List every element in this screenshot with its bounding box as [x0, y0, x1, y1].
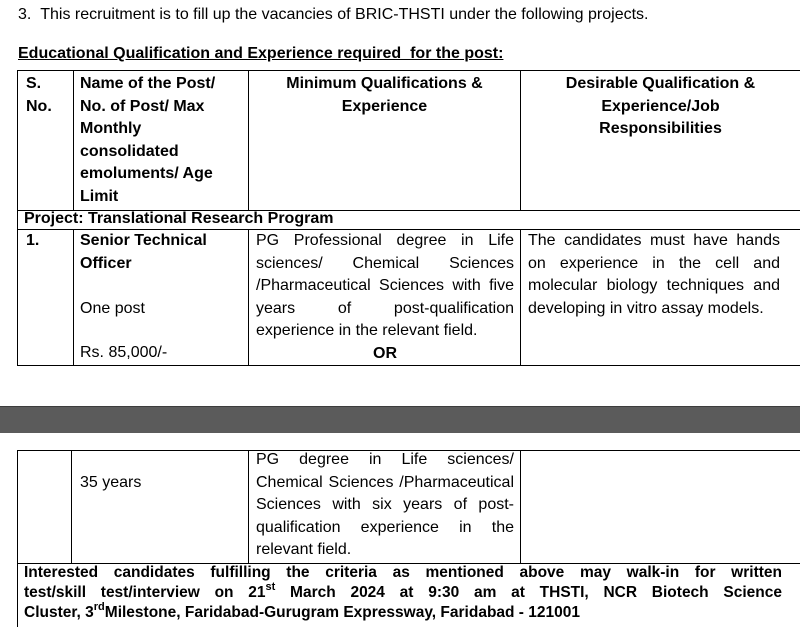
table-border-top [17, 70, 800, 71]
row-posts-count: One post [80, 300, 145, 317]
row-age-limit: 35 years [80, 474, 142, 491]
intro-text: This recruitment is to fill up the vacancies of BRIC-THSTI under the following projects. [40, 6, 649, 23]
cont-border-left [17, 450, 18, 627]
row-post [80, 230, 245, 275]
or-label: OR [373, 344, 397, 362]
walk-in-notice: Interested candidates fulfilling the criteria as mentioned above may walk-in for written test/skill test/interview on 21st March 2024 at 9:30 am at THSTI, NCR Biotech Science Cluster, 3rdMilestone, Faridabad-Gurugram Expressway, Faridabad - 121001 [24, 564, 782, 621]
table-border-left [17, 70, 18, 366]
col-divider-3b [520, 229, 521, 366]
cont-col-divider-1 [71, 450, 72, 564]
row-min-qualification-alt: PG degree in Life sciences/ Chemical Sciences /Pharmaceutical Sciences with six years of post- qualification experience in the relevant field. [256, 451, 514, 558]
col-divider-1 [73, 70, 74, 211]
header-desirable: Desirable Qualification & Experience/Job Responsibilities [565, 75, 756, 137]
project-title: Project: Translational Research Program [24, 210, 334, 227]
table-border-bottom [17, 365, 800, 366]
post-name-line-1: Senior Technical [80, 232, 207, 249]
intro-line [18, 4, 648, 27]
page-break-separator [0, 407, 800, 433]
row-desirable: The candidates must have hands on experience in the cell and molecular biology techniques and developing in vitro assay models. [528, 232, 780, 317]
header-sno: S. No. [26, 75, 52, 115]
intro-number: 3. [18, 6, 32, 23]
post-name-line-2: Officer [80, 254, 132, 272]
header-min-qualification: Minimum Qualifications & Experience [286, 75, 483, 115]
row-sno: 1. [26, 232, 40, 249]
row-salary: Rs. 85,000/- [80, 344, 168, 361]
cont-col-divider-2 [248, 450, 249, 564]
header-post: Name of the Post/ No. of Post/ Max Monthly consolidated emoluments/ Age Limit [80, 75, 216, 205]
section-heading: Educational Qualification and Experience required for the post: [18, 45, 504, 62]
row-min-qualification: PG Professional degree in Life sciences/ Chemical Sciences /Pharmaceutical Sciences with five years of post-qualification experience in the relevant field. OR [256, 230, 514, 365]
col-divider-1b [73, 229, 74, 366]
cont-col-divider-3 [520, 450, 521, 564]
col-divider-2b [248, 229, 249, 366]
